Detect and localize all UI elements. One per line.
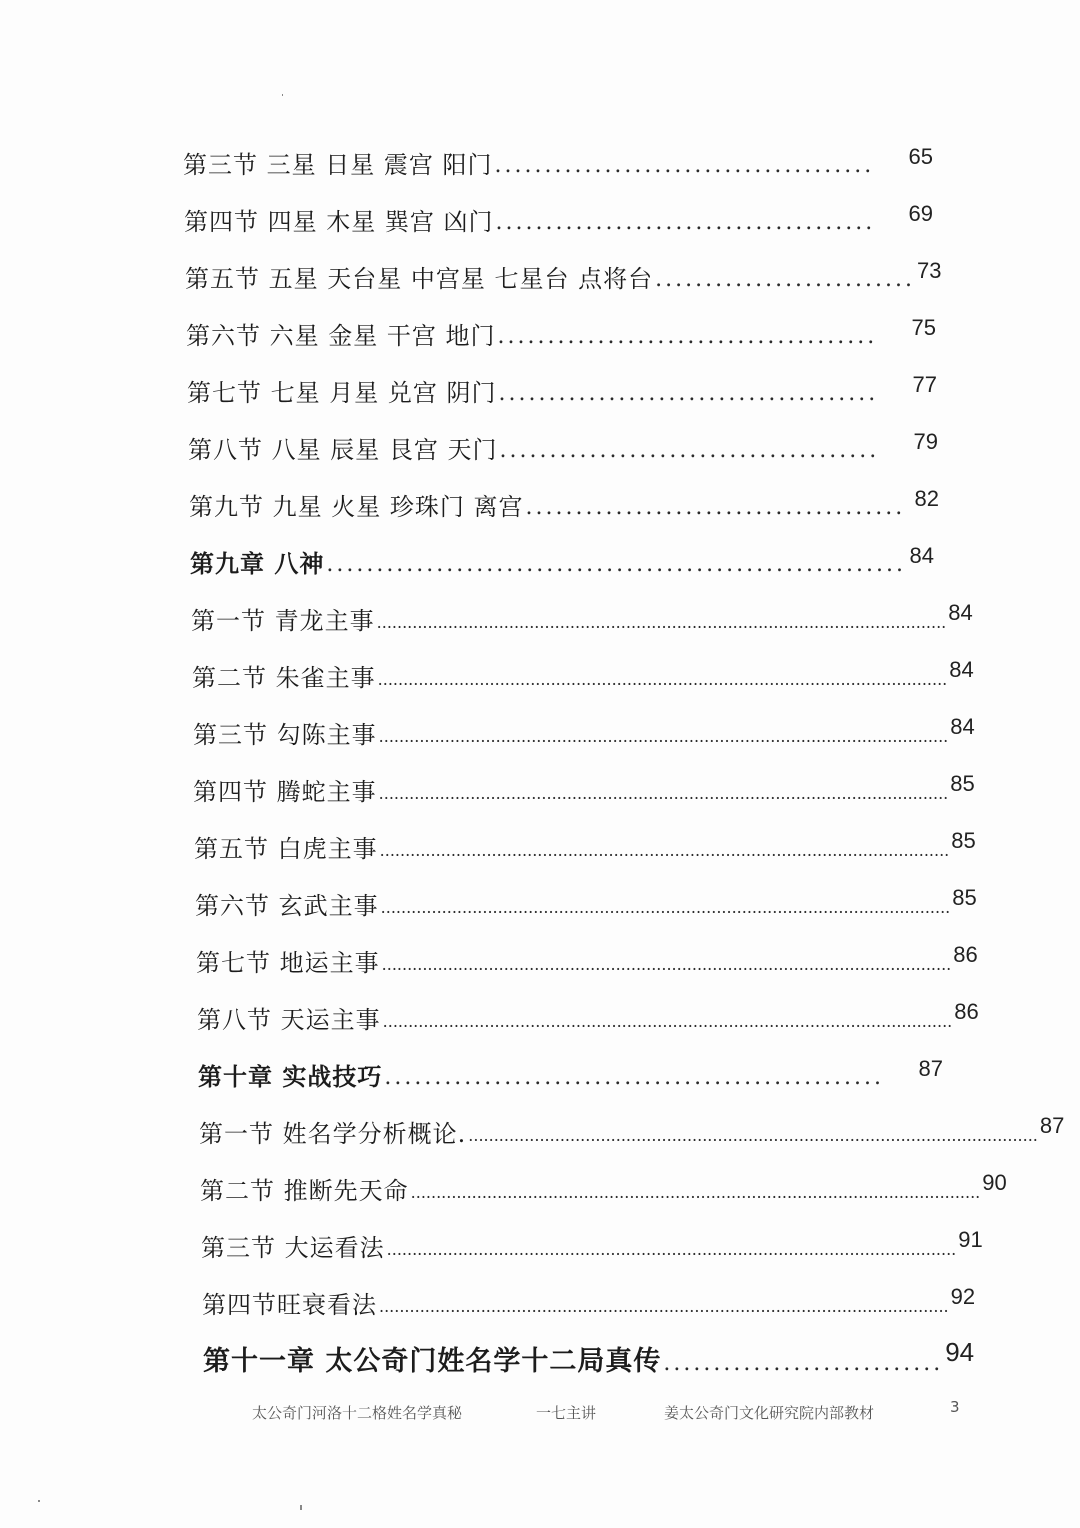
toc-entry-title: 第五节 白虎主事 [194, 835, 378, 863]
toc-entry-title: 第三节 大运看法 [201, 1234, 385, 1262]
dot-leader: ................................................................................................................ [410, 1183, 981, 1202]
toc-page-number: 86 [953, 942, 978, 967]
toc-entry [186, 311, 936, 351]
toc-entry [193, 767, 975, 807]
dot-leader: ................................................................................................................ [379, 841, 950, 860]
scan-speck [38, 1500, 40, 1502]
dot-leader: ...................................... [499, 438, 880, 463]
toc-entry-title: 第四节 腾蛇主事 [193, 778, 377, 806]
toc-entry-title: 第三节 勾陈主事 [193, 721, 377, 749]
toc-entry-title: 第四节旺衰看法 [202, 1291, 377, 1319]
toc-page-number: 84 [949, 657, 974, 682]
dot-leader: .................................................. [384, 1065, 885, 1090]
toc-entry [202, 1280, 976, 1320]
toc-page-number: 92 [950, 1284, 976, 1309]
toc-page-number: 84 [950, 714, 975, 739]
toc-page-number: 86 [954, 999, 979, 1024]
toc-entry-title: 第一节 青龙主事 [191, 607, 375, 635]
dot-leader: ................................................................................................................ [378, 727, 949, 746]
toc-page-number: 79 [913, 429, 938, 454]
toc-page-number: 84 [909, 543, 934, 568]
footer-lecturer: 一七主讲 [536, 1404, 597, 1422]
toc-page-number: 69 [908, 201, 933, 226]
dot-leader: .......................... [655, 267, 915, 292]
toc-entry-title: 第七节 地运主事 [196, 949, 380, 977]
footer-book-title: 太公奇门河洛十二格姓名学真秘 [252, 1404, 463, 1422]
toc-page-number: 94 [945, 1337, 975, 1367]
toc-entry-title: 第九节 九星 火星 珍珠门 离宫 [189, 493, 524, 521]
toc-entry-title: 第一节 姓名学分析概论. [199, 1120, 467, 1148]
dot-leader: ................................................................................................................ [377, 670, 948, 689]
toc-chapter-entry [190, 539, 934, 579]
toc-page-number: 82 [914, 486, 939, 511]
toc-entry [192, 653, 974, 693]
footer-publisher: 姜太公奇门文化研究院内部教材 [664, 1404, 875, 1422]
toc-chapter-entry [203, 1334, 975, 1378]
dot-leader: ................................................................................................................ [381, 955, 952, 974]
toc-chapter-entry [198, 1052, 943, 1092]
toc-entry [201, 1223, 983, 1263]
scan-speck [300, 1505, 302, 1510]
toc-entry-title: 第四节 四星 木星 巽宫 凶门 [184, 208, 494, 236]
dot-leader: ................................................................................................................ [386, 1240, 957, 1259]
toc-chapter-title: 第十一章 太公奇门姓名学十二局真传 [203, 1346, 662, 1377]
toc-entry [196, 938, 978, 978]
dot-leader: ............................ [663, 1351, 944, 1376]
toc-page-number: 65 [908, 144, 933, 169]
toc-page-number: 77 [912, 372, 937, 397]
toc-entry-title: 第二节 朱雀主事 [192, 664, 376, 692]
dot-leader: ...................................... [495, 210, 876, 235]
toc-entry-title: 第三节 三星 日星 震宫 阳门 [183, 151, 493, 179]
footer-page-number: 3 [950, 1398, 960, 1416]
toc-entry [185, 254, 942, 294]
toc-entry [197, 995, 979, 1035]
toc-page-number: 91 [958, 1227, 983, 1252]
toc-page-number: 90 [982, 1170, 1007, 1195]
toc-chapter-title: 第十章 实战技巧 [198, 1062, 383, 1091]
dot-leader: ................................................................................................................ [380, 898, 951, 917]
toc-page-number: 84 [948, 600, 973, 625]
toc-entry [195, 881, 977, 921]
toc-page-number: 75 [911, 315, 936, 340]
toc-entry [188, 425, 938, 465]
toc-page-number: 85 [951, 828, 976, 853]
dot-leader: ................................................................................................................ [376, 613, 947, 632]
toc-entry [184, 197, 933, 237]
toc-entry-title: 第二节 推断先天命 [200, 1177, 409, 1205]
toc-entry-title: 第七节 七星 月星 兑宫 阴门 [187, 379, 497, 407]
toc-entry-title: 第六节 六星 金星 干宫 地门 [186, 322, 496, 350]
toc-entry [187, 368, 937, 408]
dot-leader: .......................................................... [326, 552, 906, 577]
dot-leader: ...................................... [498, 381, 879, 406]
toc-entry-title: 第五节 五星 天台星 中宫星 七星台 点将台 [185, 265, 654, 293]
toc-entry-title: 第八节 天运主事 [197, 1006, 381, 1034]
dot-leader: ...................................... [494, 153, 875, 178]
page-footer [0, 1398, 1080, 1428]
toc-chapter-title: 第九章 八神 [190, 549, 325, 578]
dot-leader: ................................................................................................................ [382, 1012, 953, 1031]
toc-page-number: 87 [1039, 1113, 1065, 1138]
dot-leader: ................................................................................................................ [378, 784, 949, 803]
toc-entry [194, 824, 976, 864]
toc-page-number: 73 [916, 258, 942, 283]
dot-leader: ................................................................................................................ [379, 1297, 949, 1316]
toc-entry-title: 第六节 玄武主事 [195, 892, 379, 920]
toc-page-number: 85 [950, 771, 975, 796]
toc-entry [189, 482, 939, 522]
dot-leader: ................................................................................................................ [468, 1126, 1038, 1145]
toc-entry [200, 1166, 1007, 1206]
toc-entry [199, 1109, 1065, 1149]
dot-leader: ...................................... [525, 495, 906, 520]
toc-entry [183, 140, 933, 180]
dot-leader: ...................................... [497, 324, 878, 349]
scan-speck [282, 94, 283, 96]
toc-entry [191, 596, 973, 636]
toc-page-number: 87 [918, 1056, 943, 1081]
toc-page-number: 85 [952, 885, 977, 910]
toc-entry [193, 710, 975, 750]
toc-entry-title: 第八节 八星 辰星 艮宫 天门 [188, 436, 498, 464]
